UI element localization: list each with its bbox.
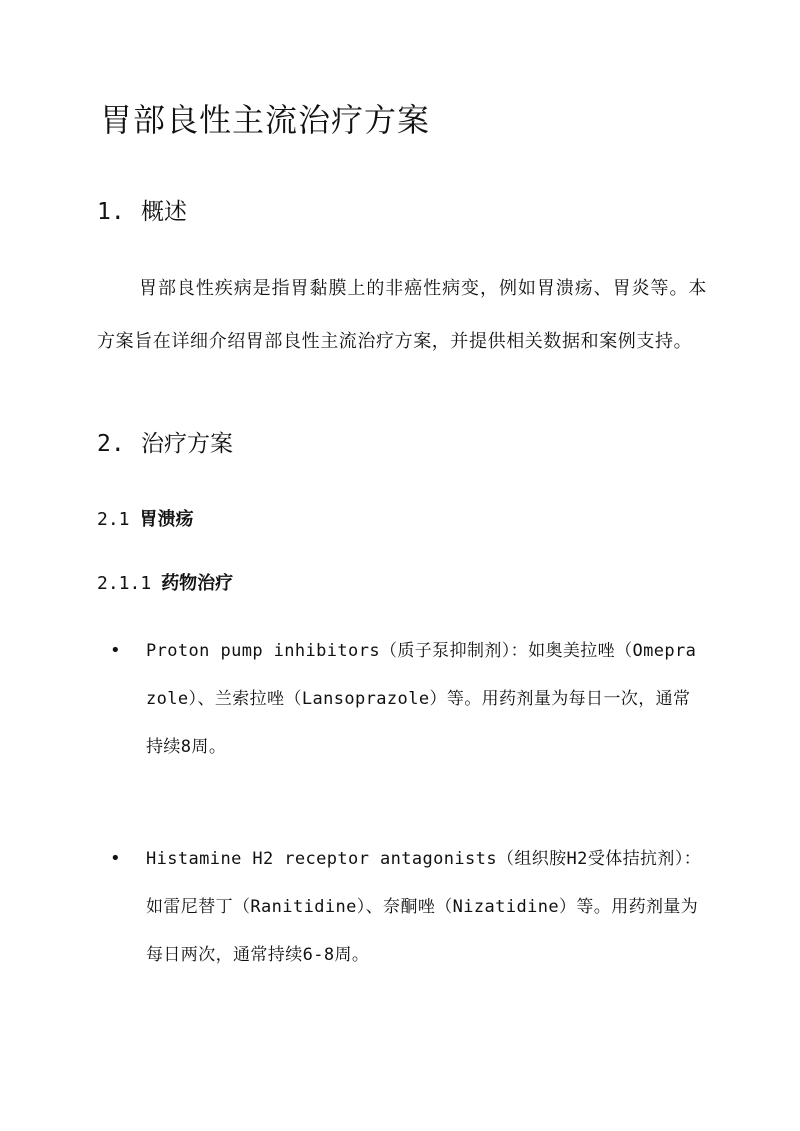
section-number: 1. [97, 199, 125, 225]
subsubsection-title: 药物治疗 [161, 573, 234, 594]
list-item-text: Proton pump inhibitors（质子泵抑制剂）：如奥美拉唑（Omeprazole）、兰索拉唑（Lansoprazole）等。用药剂量为每日一次，通常持续8周。 [146, 641, 697, 757]
document-title: 胃部良性主流治疗方案 [100, 101, 431, 139]
bullet-icon: • [110, 848, 121, 869]
subsubsection-number: 2.1.1 [97, 573, 152, 594]
section-heading-overview [97, 196, 187, 228]
bullet-icon: • [110, 640, 121, 661]
subsection-heading-gastric-ulcer [97, 507, 194, 533]
subsubsection-heading-drug-therapy [97, 571, 233, 597]
section-heading-treatment [97, 428, 233, 460]
subsection-number: 2.1 [97, 509, 130, 530]
section-title: 概述 [141, 199, 187, 225]
overview-paragraph: 胃部良性疾病是指胃黏膜上的非癌性病变，例如胃溃疡、胃炎等。本方案旨在详细介绍胃部良性主流治疗方案，并提供相关数据和案例支持。 [97, 278, 707, 352]
section-number: 2. [97, 431, 125, 457]
list-item-text: Histamine H2 receptor antagonists（组织胺H2受体拮抗剂）：如雷尼替丁（Ranitidine）、奈酮唑（Nizatidine）等。用药剂量为每日两次，通常持续6-8周。 [146, 849, 702, 965]
subsection-title: 胃溃疡 [139, 509, 194, 530]
section-title: 治疗方案 [141, 431, 233, 457]
